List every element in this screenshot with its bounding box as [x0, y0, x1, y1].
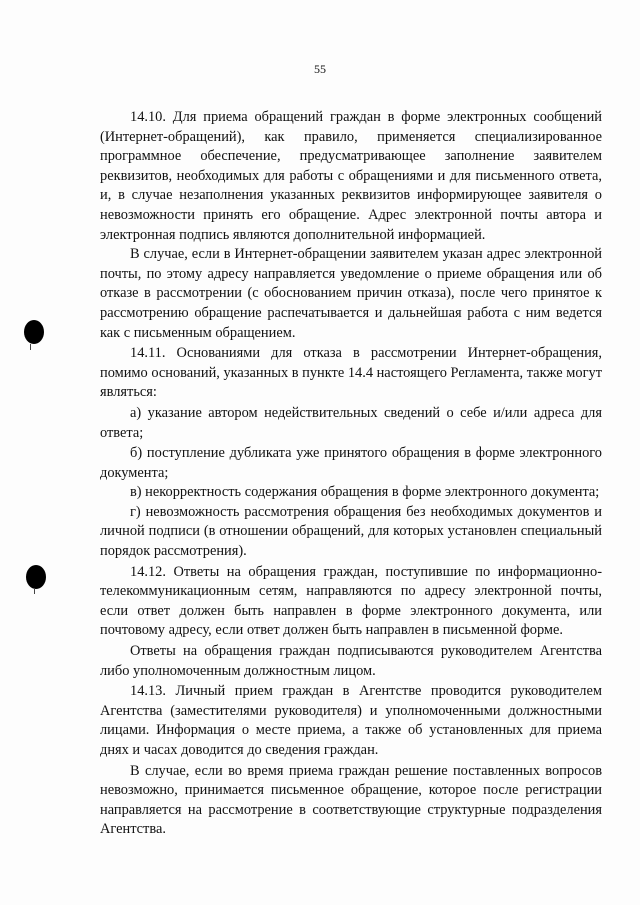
- paragraph-14-12: 14.12. Ответы на обращения граждан, поступившие по информационно-телекоммуникационным сетям, направляются по адресу электронной почты, если ответ должен быть направлен в форме электронного документа, или почтовому адресу, если ответ должен быть направлен в письменной форме.: [100, 563, 602, 639]
- paragraph: В случае, если во время приема граждан решение поставленных вопросов невозможно, принимается письменное обращение, которое после регистрации направляется на рассмотрение в соответствующие структурные подразделения Агентства.: [100, 762, 602, 838]
- paragraph-14-11: 14.11. Основаниями для отказа в рассмотрении Интернет-обращения, помимо оснований, указанных в пункте 14.4 настоящего Регламента, также могут являться:: [100, 345, 602, 401]
- page-number: 55: [314, 62, 326, 76]
- paragraph-14-13: 14.13. Личный прием граждан в Агентстве проводится руководителем Агентства (заместителями руководителя) и уполномоченными должностными лицами. Информация о месте приема, а также об установленных для приема днях и часах доводится до сведения граждан.: [100, 683, 602, 758]
- paragraph: Ответы на обращения граждан подписываются руководителем Агентства либо уполномоченным должностным лицом.: [100, 643, 602, 679]
- paragraph-14-10: 14.10. Для приема обращений граждан в форме электронных сообщений (Интернет-обращений), как правило, применяется специализированное программное обеспечение, предусматривающее заполнение заявителем реквизитов, необходимых для работы с обращениями и для письменного ответа, и, в случае незаполнения указанных реквизитов информирующее заявителя о невозможности принять его обращение. Адрес электронной почты автора и электронная подпись являются дополнительной информацией.: [100, 109, 602, 243]
- punch-hole-top: [24, 320, 44, 344]
- punch-hole-bottom: [26, 565, 46, 589]
- list-item-v: в) некорректность содержания обращения в форме электронного документа;: [130, 484, 600, 501]
- list-item-g: г) невозможность рассмотрения обращения без необходимых документов и личной подписи (в отношении обращений, для которых установлен специальный порядок рассмотрения).: [100, 503, 602, 560]
- scan-speck: [34, 588, 35, 594]
- list-item-a: а) указание автором недействительных сведений о себе и/или адреса для ответа;: [100, 404, 602, 441]
- document-body: [100, 108, 602, 840]
- scan-speck: [30, 344, 31, 350]
- list-item-b: б) поступление дубликата уже принятого обращения в форме электронного документа;: [100, 445, 602, 481]
- paragraph: В случае, если в Интернет-обращении заявителем указан адрес электронной почты, по этому адресу направляется уведомление о приеме обращения или об отказе в рассмотрении (с обоснованием причин отказа), после чего принятое к рассмотрению обращение распечатывается и дальнейшая работа с ним ведется как с письменным обращением.: [100, 246, 602, 341]
